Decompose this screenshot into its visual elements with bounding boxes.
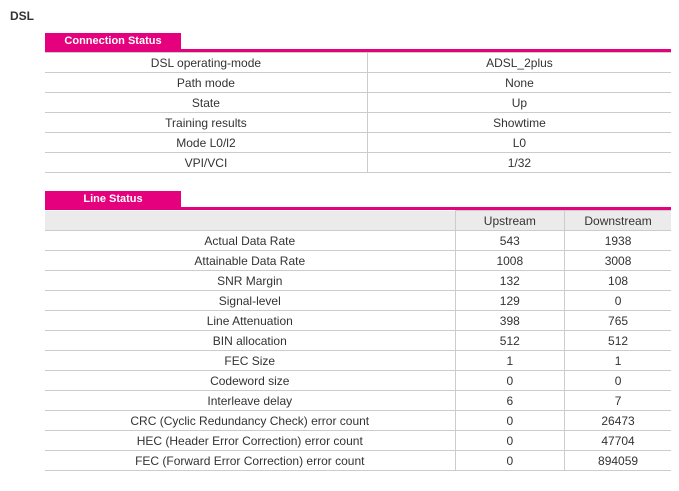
table-row	[45, 251, 671, 271]
row-label: Mode L0/l2	[45, 133, 367, 153]
row-value: ADSL_2plus	[367, 53, 671, 73]
row-downstream-value: 512	[565, 331, 671, 351]
row-downstream-value: 108	[565, 271, 671, 291]
connection-status-header	[45, 33, 671, 52]
row-upstream-value: 1	[455, 351, 565, 371]
table-row	[45, 153, 671, 173]
table-header-row	[45, 211, 671, 231]
row-upstream-value: 1008	[455, 251, 565, 271]
row-upstream-value: 6	[455, 391, 565, 411]
row-upstream-value: 398	[455, 311, 565, 331]
row-label: FEC (Forward Error Correction) error count	[45, 451, 455, 471]
connection-status-tab-label: Connection Status	[45, 33, 181, 49]
column-header-upstream: Upstream	[455, 211, 565, 231]
table-row	[45, 451, 671, 471]
table-row	[45, 331, 671, 351]
row-upstream-value: 132	[455, 271, 565, 291]
row-label: FEC Size	[45, 351, 455, 371]
connection-status-table	[45, 52, 671, 173]
table-row	[45, 231, 671, 251]
row-label: DSL operating-mode	[45, 53, 367, 73]
row-downstream-value: 7	[565, 391, 671, 411]
table-row	[45, 351, 671, 371]
row-downstream-value: 26473	[565, 411, 671, 431]
row-label: Attainable Data Rate	[45, 251, 455, 271]
row-label: VPI/VCI	[45, 153, 367, 173]
row-label: Path mode	[45, 73, 367, 93]
table-row	[45, 73, 671, 93]
page-content	[0, 23, 679, 471]
row-value: L0	[367, 133, 671, 153]
table-row	[45, 371, 671, 391]
row-downstream-value: 0	[565, 291, 671, 311]
row-downstream-value: 0	[565, 371, 671, 391]
row-upstream-value: 0	[455, 411, 565, 431]
row-upstream-value: 0	[455, 431, 565, 451]
connection-status-section	[45, 33, 671, 173]
row-value: None	[367, 73, 671, 93]
row-label: Signal-level	[45, 291, 455, 311]
row-upstream-value: 0	[455, 451, 565, 471]
row-downstream-value: 894059	[565, 451, 671, 471]
row-label: Codeword size	[45, 371, 455, 391]
table-row	[45, 431, 671, 451]
row-upstream-value: 543	[455, 231, 565, 251]
table-row	[45, 411, 671, 431]
line-status-tab-label: Line Status	[45, 191, 181, 207]
row-label: Interleave delay	[45, 391, 455, 411]
row-label: Training results	[45, 113, 367, 133]
row-downstream-value: 765	[565, 311, 671, 331]
row-upstream-value: 0	[455, 371, 565, 391]
row-value: 1/32	[367, 153, 671, 173]
row-upstream-value: 512	[455, 331, 565, 351]
table-row	[45, 93, 671, 113]
row-label: Actual Data Rate	[45, 231, 455, 251]
page-title: DSL	[10, 9, 34, 23]
table-row	[45, 311, 671, 331]
row-value: Showtime	[367, 113, 671, 133]
table-row	[45, 133, 671, 153]
row-downstream-value: 47704	[565, 431, 671, 451]
line-status-header	[45, 191, 671, 210]
column-header-downstream: Downstream	[565, 211, 671, 231]
row-label: HEC (Header Error Correction) error count	[45, 431, 455, 451]
row-upstream-value: 129	[455, 291, 565, 311]
row-downstream-value: 1	[565, 351, 671, 371]
line-status-table	[45, 210, 671, 471]
table-row	[45, 271, 671, 291]
row-label: SNR Margin	[45, 271, 455, 291]
row-label: State	[45, 93, 367, 113]
row-downstream-value: 1938	[565, 231, 671, 251]
row-label: CRC (Cyclic Redundancy Check) error count	[45, 411, 455, 431]
table-row	[45, 291, 671, 311]
row-downstream-value: 3008	[565, 251, 671, 271]
row-label: BIN allocation	[45, 331, 455, 351]
table-row	[45, 53, 671, 73]
line-status-section	[45, 191, 671, 471]
table-row	[45, 113, 671, 133]
table-row	[45, 391, 671, 411]
row-value: Up	[367, 93, 671, 113]
row-label: Line Attenuation	[45, 311, 455, 331]
column-header-blank	[45, 211, 455, 231]
